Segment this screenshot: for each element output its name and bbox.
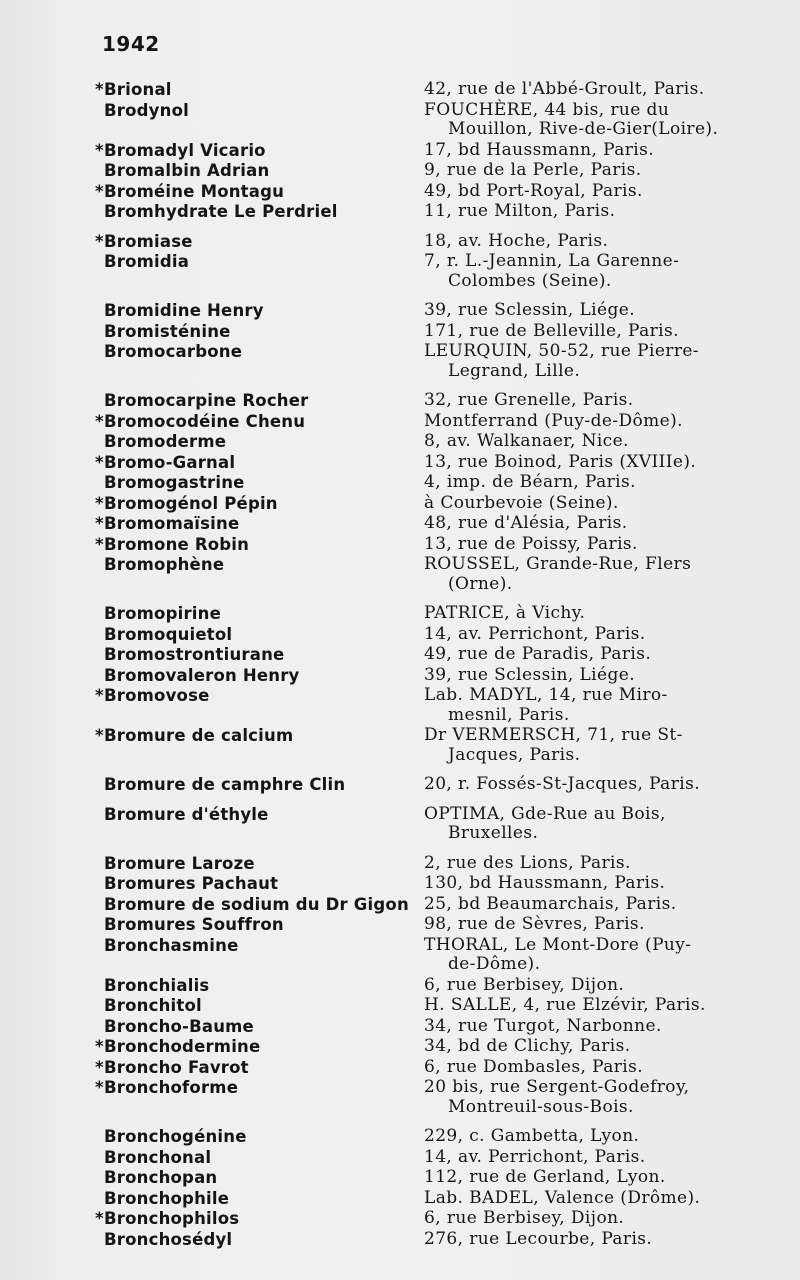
product-name: [0, 473, 422, 493]
directory-entry: [0, 1127, 800, 1147]
product-name: *Bronchophilos: [95, 1209, 240, 1228]
product-name: [0, 996, 422, 1016]
product-address: [422, 412, 782, 432]
product-address: [422, 514, 782, 534]
address-line: FOUCHÈRE, 44 bis, rue du: [424, 99, 670, 120]
product-name: [0, 936, 422, 956]
directory-entry: [0, 936, 800, 975]
product-name: [0, 666, 422, 686]
product-name-text: Bromoderme: [104, 432, 227, 451]
product-name: [0, 1230, 422, 1250]
product-name-text: Bronchitol: [104, 996, 202, 1015]
product-name-text: Bromure de calcium: [104, 726, 294, 745]
directory-entry: [0, 182, 800, 202]
product-name: [0, 202, 422, 222]
product-name-text: Bromure de camphre Clin: [104, 775, 346, 794]
product-name-text: Bronchasmine: [104, 935, 239, 955]
product-address: [422, 322, 782, 342]
product-address: [422, 1168, 782, 1188]
product-address: [422, 645, 782, 665]
directory-entry: [0, 535, 800, 555]
product-name-text: Bromovaleron Henry: [104, 665, 300, 685]
directory-entry: [0, 775, 800, 795]
product-name: [0, 1168, 422, 1188]
address-continuation: Bruxelles.: [448, 823, 539, 843]
product-name: [0, 322, 422, 342]
product-name-text: Bromophène: [104, 555, 225, 574]
directory-entry: [0, 625, 800, 645]
product-address: [422, 202, 782, 222]
directory-entry: [0, 895, 800, 915]
product-name-text: Bromures Souffron: [104, 915, 284, 934]
product-address: [422, 895, 782, 915]
product-name: [0, 604, 422, 624]
product-name: [0, 775, 422, 795]
product-name-text: Bromone Robin: [104, 534, 250, 554]
directory-entry: [0, 854, 800, 874]
product-name: [0, 1189, 422, 1209]
product-address: [422, 555, 782, 594]
product-address: [422, 161, 782, 181]
address-line: 20, r. Fossés-St-Jacques, Paris.: [424, 774, 701, 794]
product-name: *Bronchodermine: [95, 1037, 261, 1056]
product-address: [422, 473, 782, 493]
address-line: 49, bd Port-Royal, Paris.: [424, 180, 643, 201]
address-line: 6, rue Dombasles, Paris.: [424, 1056, 644, 1077]
address-line: 49, rue de Paradis, Paris.: [424, 644, 652, 664]
address-line: 8, av. Walkanaer, Nice.: [424, 431, 629, 451]
product-address: [422, 625, 782, 645]
address-line: 4, imp. de Béarn, Paris.: [424, 472, 636, 492]
product-name-text: Bromocarbone: [104, 342, 243, 361]
address-line: 14, av. Perrichont, Paris.: [424, 623, 646, 644]
product-name-text: Bromhydrate Le Perdriel: [104, 202, 338, 221]
directory-entry: [0, 1058, 800, 1078]
directory-entry: [0, 101, 800, 140]
address-line: 276, rue Lecourbe, Paris.: [424, 1228, 653, 1249]
product-address: [422, 252, 782, 291]
address-line: 112, rue de Gerland, Lyon.: [424, 1167, 666, 1187]
product-name: *Broncho Favrot: [95, 1057, 249, 1077]
directory-entry: [0, 1017, 800, 1037]
address-line: 20 bis, rue Sergent-Godefroy,: [424, 1077, 690, 1097]
product-name: [0, 895, 422, 915]
address-continuation: Legrand, Lille.: [448, 360, 581, 381]
product-address: [422, 1058, 782, 1078]
address-line: 18, av. Hoche, Paris.: [424, 230, 609, 251]
product-address: [422, 1037, 782, 1057]
product-name-text: Bronchoforme: [104, 1078, 239, 1097]
directory-entry: [0, 322, 800, 342]
address-continuation: (Orne).: [448, 573, 513, 594]
address-line: PATRICE, à Vichy.: [424, 603, 586, 623]
product-name-text: Brional: [104, 80, 172, 99]
product-name-text: Bromovose: [104, 686, 210, 705]
product-address: [422, 936, 782, 975]
product-address: [422, 432, 782, 452]
product-name: *Bromogénol Pépin: [95, 493, 278, 513]
directory-entry: [0, 976, 800, 996]
product-name: *Bromocodéine Chenu: [95, 411, 306, 431]
product-address: [422, 232, 782, 252]
directory-entry: [0, 1148, 800, 1168]
product-address: [422, 805, 782, 844]
product-name: [0, 301, 422, 321]
directory-entry: [0, 141, 800, 161]
product-address: [422, 1078, 782, 1117]
directory-entry: [0, 1189, 800, 1209]
product-address: [422, 80, 782, 100]
address-continuation: Mouillon, Rive-de-Gier(Loire).: [448, 119, 719, 139]
page-number: 1942: [102, 32, 160, 56]
product-address: [422, 976, 782, 996]
address-line: 6, rue Berbisey, Dijon.: [424, 974, 625, 995]
product-address: [422, 182, 782, 202]
product-name: [0, 645, 422, 665]
product-address: [422, 686, 782, 725]
product-name: [0, 555, 422, 575]
address-continuation: mesnil, Paris.: [448, 704, 570, 725]
address-line: Lab. MADYL, 14, rue Miro-: [424, 685, 668, 705]
product-name: *Bromovose: [95, 686, 210, 705]
directory-entry: [0, 453, 800, 473]
product-address: [422, 1230, 782, 1250]
product-name-text: Bronchodermine: [104, 1037, 261, 1056]
directory-entry: [0, 686, 800, 725]
directory-entry: [0, 473, 800, 493]
product-name-text: Bromogastrine: [104, 473, 245, 492]
product-name: [0, 432, 422, 452]
product-name-text: Bromocodéine Chenu: [104, 411, 306, 431]
directory-entry: [0, 604, 800, 624]
product-name-text: Bromomaïsine: [104, 514, 240, 533]
directory-entry: [0, 232, 800, 252]
address-line: 2, rue des Lions, Paris.: [424, 852, 631, 873]
product-name-text: Bromocarpine Rocher: [104, 391, 309, 410]
directory-entry: [0, 412, 800, 432]
product-address: [422, 494, 782, 514]
directory-entry: [0, 1037, 800, 1057]
directory-entry: [0, 391, 800, 411]
address-line: 48, rue d'Alésia, Paris.: [424, 513, 628, 533]
directory-entry: [0, 1078, 800, 1117]
directory-entry: [0, 1230, 800, 1250]
product-name-text: Bronchosédyl: [104, 1229, 233, 1249]
product-address: [422, 874, 782, 894]
product-name-text: Bromidine Henry: [104, 301, 264, 320]
product-name-text: Bromure d'éthyle: [104, 804, 269, 824]
address-line: Montferrand (Puy-de-Dôme).: [424, 410, 683, 431]
entry-list: [0, 80, 800, 1250]
product-name-text: Bromopirine: [104, 604, 221, 623]
directory-entry: [0, 80, 800, 100]
product-name-text: Bronchialis: [104, 975, 210, 995]
directory-entry: [0, 514, 800, 534]
product-name: [0, 342, 422, 362]
product-name: [0, 391, 422, 411]
address-continuation: de-Dôme).: [448, 954, 541, 974]
product-name-text: Bromostrontiurane: [104, 645, 285, 664]
directory-entry: [0, 342, 800, 381]
product-name-text: Bromure de sodium du Dr Gigon: [104, 894, 409, 914]
product-name: [0, 915, 422, 935]
product-address: [422, 854, 782, 874]
product-name: *Bromone Robin: [95, 534, 250, 554]
product-name-text: Bromogénol Pépin: [104, 493, 278, 513]
product-name-text: Bronchophilos: [104, 1209, 240, 1228]
address-line: 13, rue de Poissy, Paris.: [424, 533, 638, 554]
product-name-text: Bromure Laroze: [104, 853, 255, 873]
directory-entry: [0, 805, 800, 844]
product-name-text: Bromoquietol: [104, 624, 233, 644]
address-line: 9, rue de la Perle, Paris.: [424, 160, 642, 180]
product-name: *Bromure de calcium: [95, 726, 294, 745]
product-name: [0, 1127, 422, 1147]
product-address: [422, 666, 782, 686]
product-name-text: Bronchonal: [104, 1147, 212, 1167]
product-name-text: Brodynol: [104, 100, 189, 120]
address-line: 130, bd Haussmann, Paris.: [424, 873, 666, 893]
product-name: [0, 101, 422, 121]
product-name: [0, 874, 422, 894]
product-name: [0, 161, 422, 181]
product-address: [422, 1127, 782, 1147]
directory-entry: [0, 996, 800, 1016]
address-line: Dr VERMERSCH, 71, rue St-: [424, 725, 683, 745]
product-name: [0, 976, 422, 996]
directory-entry: [0, 1209, 800, 1229]
product-name: *Bromadyl Vicario: [95, 140, 266, 160]
address-line: 6, rue Berbisey, Dijon.: [424, 1208, 625, 1228]
product-address: [422, 726, 782, 765]
product-name: [0, 1148, 422, 1168]
product-name-text: Bromisténine: [104, 321, 231, 341]
address-line: 171, rue de Belleville, Paris.: [424, 320, 679, 341]
product-address: [422, 1189, 782, 1209]
address-continuation: Colombes (Seine).: [448, 270, 612, 291]
address-line: 11, rue Milton, Paris.: [424, 201, 616, 221]
product-name: *Bromomaïsine: [95, 514, 240, 533]
address-line: 14, av. Perrichont, Paris.: [424, 1146, 646, 1167]
directory-entry: [0, 915, 800, 935]
directory-entry: [0, 874, 800, 894]
product-name-text: Bronchogénine: [104, 1127, 247, 1146]
product-name-text: Bromo-Garnal: [104, 452, 236, 472]
product-name-text: Bromalbin Adrian: [104, 161, 270, 180]
product-name-text: Bromadyl Vicario: [104, 140, 266, 160]
address-line: à Courbevoie (Seine).: [424, 492, 619, 513]
directory-entry: [0, 252, 800, 291]
product-address: [422, 996, 782, 1016]
address-line: 39, rue Sclessin, Liége.: [424, 664, 636, 685]
address-line: 32, rue Grenelle, Paris.: [424, 390, 634, 410]
product-address: [422, 1017, 782, 1037]
product-address: [422, 391, 782, 411]
address-line: 34, rue Turgot, Narbonne.: [424, 1015, 662, 1036]
directory-entry: [0, 726, 800, 765]
product-name: *Broméine Montagu: [95, 181, 285, 201]
directory-entry: [0, 666, 800, 686]
address-continuation: Montreuil-sous-Bois.: [448, 1096, 634, 1117]
address-line: LEURQUIN, 50-52, rue Pierre-: [424, 341, 699, 361]
address-line: 17, bd Haussmann, Paris.: [424, 139, 655, 160]
product-address: [422, 915, 782, 935]
address-line: 13, rue Boinod, Paris (XVIIIe).: [424, 451, 697, 472]
directory-entry: [0, 555, 800, 594]
directory-entry: [0, 432, 800, 452]
directory-entry: [0, 301, 800, 321]
address-line: OPTIMA, Gde-Rue au Bois,: [424, 803, 666, 824]
product-address: [422, 141, 782, 161]
product-name-text: Bromiase: [104, 231, 193, 251]
product-name: [0, 1017, 422, 1037]
product-name-text: Broncho Favrot: [104, 1057, 249, 1077]
directory-entry: [0, 1168, 800, 1188]
product-address: [422, 535, 782, 555]
product-address: [422, 604, 782, 624]
directory-entry: [0, 494, 800, 514]
product-name: [0, 805, 422, 825]
product-address: [422, 1209, 782, 1229]
product-name-text: Broncho-Baume: [104, 1016, 254, 1036]
product-address: [422, 1148, 782, 1168]
address-line: 98, rue de Sèvres, Paris.: [424, 914, 645, 934]
product-name: [0, 252, 422, 272]
product-name: *Bronchoforme: [95, 1078, 239, 1097]
product-address: [422, 101, 782, 140]
address-line: 229, c. Gambetta, Lyon.: [424, 1126, 640, 1146]
address-line: 39, rue Sclessin, Liége.: [424, 300, 636, 320]
address-line: H. SALLE, 4, rue Elzévir, Paris.: [424, 995, 706, 1015]
address-line: 7, r. L.-Jeannin, La Garenne-: [424, 251, 680, 271]
product-address: [422, 453, 782, 473]
address-line: 42, rue de l'Abbé-Groult, Paris.: [424, 79, 705, 99]
address-line: 25, bd Beaumarchais, Paris.: [424, 893, 677, 914]
product-name-text: Bromures Pachaut: [104, 874, 279, 893]
directory-entry: [0, 161, 800, 181]
product-name-text: Bromidia: [104, 252, 190, 271]
product-address: [422, 342, 782, 381]
address-line: ROUSSEL, Grande-Rue, Flers: [424, 554, 692, 574]
address-continuation: Jacques, Paris.: [448, 744, 581, 765]
product-name: *Bromiase: [95, 231, 193, 251]
product-name-text: Bronchopan: [104, 1168, 218, 1187]
product-address: [422, 301, 782, 321]
address-line: Lab. BADEL, Valence (Drôme).: [424, 1187, 701, 1208]
product-name: [0, 854, 422, 874]
product-name: *Brional: [95, 80, 172, 99]
address-line: 34, bd de Clichy, Paris.: [424, 1036, 631, 1056]
directory-entry: [0, 645, 800, 665]
product-name-text: Bronchophile: [104, 1188, 230, 1208]
directory-entry: [0, 202, 800, 222]
address-line: THORAL, Le Mont-Dore (Puy-: [424, 934, 692, 955]
product-name: *Bromo-Garnal: [95, 452, 236, 472]
product-name: [0, 625, 422, 645]
product-name-text: Broméine Montagu: [104, 181, 285, 201]
product-address: [422, 775, 782, 795]
